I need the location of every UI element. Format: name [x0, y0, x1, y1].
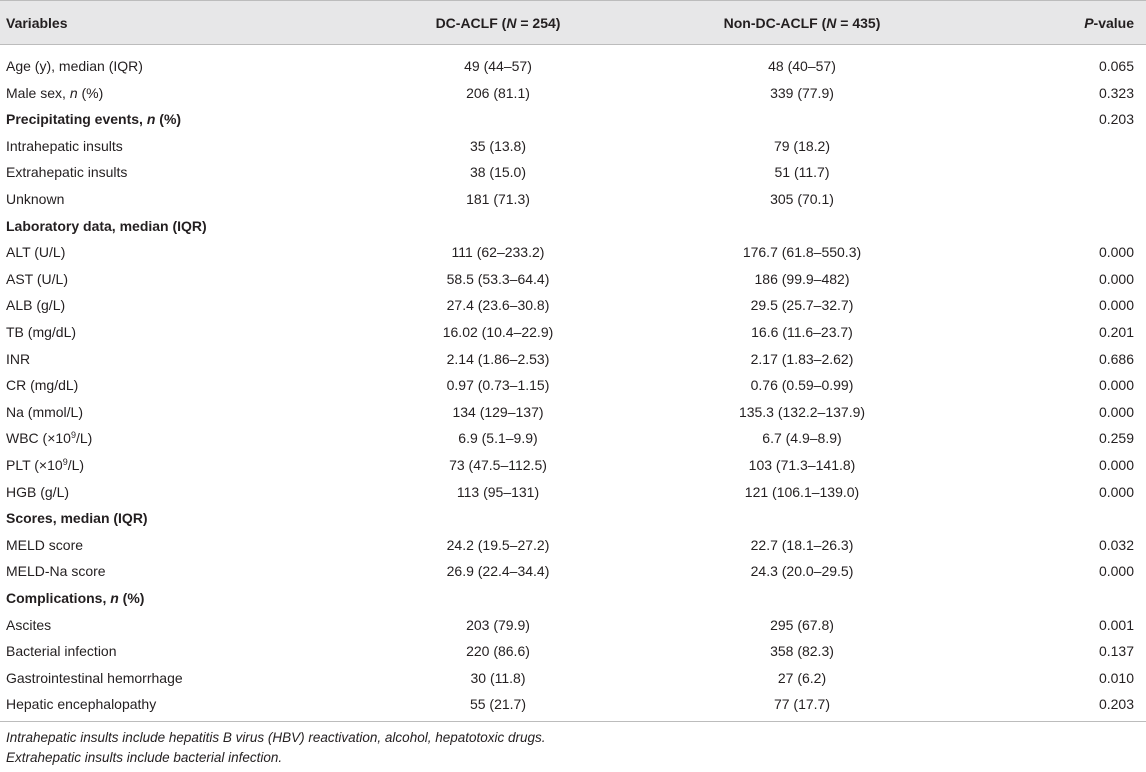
dc-aclf-value: 26.9 (22.4–34.4)	[446, 563, 550, 580]
p-value: 0.137	[1098, 643, 1134, 660]
p-value: 0.000	[1098, 483, 1134, 500]
row-label: ALT (U/L)	[6, 244, 66, 261]
table-row	[0, 425, 1146, 452]
row-label: Gastrointestinal hemorrhage	[6, 669, 183, 686]
table-row	[0, 80, 1146, 107]
p-value: 0.000	[1098, 457, 1134, 473]
table-row	[0, 691, 1146, 718]
row-label: Hepatic encephalopathy	[6, 696, 157, 713]
dc-aclf-value: 49 (44–57)	[464, 58, 532, 74]
table-row	[0, 638, 1146, 665]
footnote: Extrahepatic insults include bacterial infection.	[6, 750, 283, 765]
non-dc-aclf-value: 24.3 (20.0–29.5)	[750, 563, 854, 580]
row-label: Scores, median (IQR)	[6, 510, 148, 527]
p-value: 0.000	[1098, 270, 1134, 287]
table-row	[0, 558, 1146, 585]
dc-aclf-value: 0.97 (0.73–1.15)	[446, 377, 550, 394]
row-label: Complications, n (%)	[6, 590, 145, 606]
table-row	[0, 159, 1146, 186]
non-dc-aclf-value: 29.5 (25.7–32.7)	[750, 297, 854, 314]
row-label: WBC $(\times 10^9/L)$	[6, 430, 93, 447]
dc-aclf-value: 16.02 (10.4–22.9)	[442, 324, 554, 340]
dc-aclf-value: 2.14 (1.86–2.53)	[446, 350, 550, 367]
row-label: Laboratory data, median (IQR)	[6, 217, 207, 234]
dc-aclf-value: 58.5 (53.3–64.4)	[446, 270, 550, 287]
dc-aclf-value: 73 (47.5–112.5)	[449, 457, 547, 473]
p-value: 0.000	[1098, 377, 1134, 394]
p-value: 0.201	[1098, 324, 1134, 340]
header-non-dc-aclf: Non-DC-ACLF (N = 435)	[723, 15, 881, 31]
p-value: 0.032	[1098, 536, 1134, 553]
dc-aclf-value: 27.4 (23.6–30.8)	[446, 297, 550, 314]
p-value: 0.323	[1098, 84, 1134, 101]
p-value: 0.203	[1098, 111, 1134, 128]
table-row	[0, 372, 1146, 399]
dc-aclf-value: 220 (86.6)	[466, 643, 530, 660]
table-row	[0, 186, 1146, 213]
table-row	[0, 239, 1146, 266]
table-row	[0, 53, 1146, 80]
row-label: Male sex, n (%)	[6, 84, 104, 101]
non-dc-aclf-value: 358 (82.3)	[770, 643, 834, 660]
row-label: TB (mg/dL)	[6, 324, 77, 340]
header-variables: Variables	[6, 15, 68, 31]
table-row	[0, 665, 1146, 692]
non-dc-aclf-value: 186 (99.9–482)	[754, 270, 850, 287]
table-row	[0, 133, 1146, 160]
non-dc-aclf-value: 103 (71.3–141.8)	[748, 457, 856, 473]
dc-aclf-value: 113 (95–131)	[456, 483, 540, 500]
dc-aclf-value: 30 (11.8)	[470, 669, 526, 686]
row-label: Precipitating events, n (%)	[6, 111, 182, 128]
header-dc-aclf: DC-ACLF (N = 254)	[435, 15, 561, 31]
row-label: ALB (g/L)	[6, 297, 66, 314]
row-label: Na (mmol/L)	[6, 403, 84, 420]
table-row	[0, 452, 1146, 479]
non-dc-aclf-value: 27 (6.2)	[777, 669, 827, 686]
dc-aclf-value: 35 (13.8)	[469, 137, 527, 154]
dc-aclf-value: 38 (15.0)	[469, 164, 527, 181]
non-dc-aclf-value: 77 (17.7)	[773, 696, 831, 713]
footnote: Intrahepatic insults include hepatitis B virus (HBV) reactivation, alcohol, hepatotoxic drugs.	[6, 730, 546, 745]
p-value: 0.000	[1098, 403, 1134, 420]
table-bottom-rule	[0, 721, 1146, 722]
dc-aclf-value: 134 (129–137)	[452, 403, 544, 420]
non-dc-aclf-value: 339 (77.9)	[770, 84, 834, 101]
non-dc-aclf-value: 6.7 (4.9–8.9)	[762, 430, 842, 447]
dc-aclf-value: 24.2 (19.5–27.2)	[446, 536, 550, 553]
row-label: Bacterial infection	[6, 643, 117, 660]
row-label: Intrahepatic insults	[6, 137, 123, 154]
table-row	[0, 612, 1146, 639]
p-value: 0.001	[1098, 616, 1134, 633]
dc-aclf-value: 6.9 (5.1–9.9)	[458, 430, 538, 447]
table-row	[0, 479, 1146, 506]
p-value: 0.065	[1098, 58, 1134, 74]
p-value: 0.259	[1098, 430, 1134, 447]
p-value: 0.203	[1098, 696, 1134, 713]
table-row	[0, 292, 1146, 319]
table-header	[0, 0, 1146, 45]
row-label: PLT $(\times 10^9/L)$	[6, 457, 85, 473]
section-row	[0, 106, 1146, 133]
non-dc-aclf-value: 2.17 (1.83–2.62)	[750, 350, 854, 367]
p-value: 0.010	[1098, 669, 1134, 686]
dc-aclf-value: 111 (62–233.2)	[451, 244, 545, 261]
non-dc-aclf-value: 22.7 (18.1–26.3)	[750, 536, 854, 553]
row-label: MELD-Na score	[6, 563, 106, 580]
row-label: CR (mg/dL)	[6, 377, 79, 394]
dc-aclf-value: 206 (81.1)	[466, 84, 530, 101]
section-row	[0, 213, 1146, 240]
non-dc-aclf-value: 48 (40–57)	[768, 58, 836, 74]
non-dc-aclf-value: 51 (11.7)	[774, 164, 830, 181]
row-label: MELD score	[6, 536, 84, 553]
non-dc-aclf-value: 121 (106.1–139.0)	[744, 483, 860, 500]
table-row	[0, 266, 1146, 293]
header-p-value: P-value	[1084, 15, 1134, 31]
row-label: Unknown	[6, 191, 65, 207]
dc-aclf-value: 203 (79.9)	[466, 616, 530, 633]
table-row	[0, 532, 1146, 559]
table-row	[0, 319, 1146, 346]
p-value: 0.000	[1098, 563, 1134, 580]
non-dc-aclf-value: 135.3 (132.2–137.9)	[738, 403, 866, 420]
non-dc-aclf-value: 305 (70.1)	[770, 191, 834, 207]
non-dc-aclf-value: 0.76 (0.59–0.99)	[750, 377, 854, 394]
dc-aclf-value: 55 (21.7)	[469, 696, 527, 713]
section-row	[0, 585, 1146, 612]
row-label: HGB (g/L)	[6, 483, 70, 500]
row-label: INR	[6, 350, 31, 367]
non-dc-aclf-value: 295 (67.8)	[770, 616, 834, 633]
row-label: Ascites	[6, 616, 52, 633]
non-dc-aclf-value: 79 (18.2)	[773, 137, 831, 154]
row-label: AST (U/L)	[6, 270, 68, 287]
table-row	[0, 399, 1146, 426]
p-value: 0.000	[1098, 244, 1134, 261]
p-value: 0.686	[1098, 350, 1134, 367]
p-value: 0.000	[1098, 297, 1134, 314]
row-label: Age (y), median (IQR)	[6, 58, 143, 74]
non-dc-aclf-value: 176.7 (61.8–550.3)	[742, 244, 862, 261]
row-label: Extrahepatic insults	[6, 164, 128, 181]
table-row	[0, 346, 1146, 373]
dc-aclf-value: 181 (71.3)	[466, 191, 530, 207]
non-dc-aclf-value: 16.6 (11.6–23.7)	[751, 324, 853, 340]
section-row	[0, 505, 1146, 532]
